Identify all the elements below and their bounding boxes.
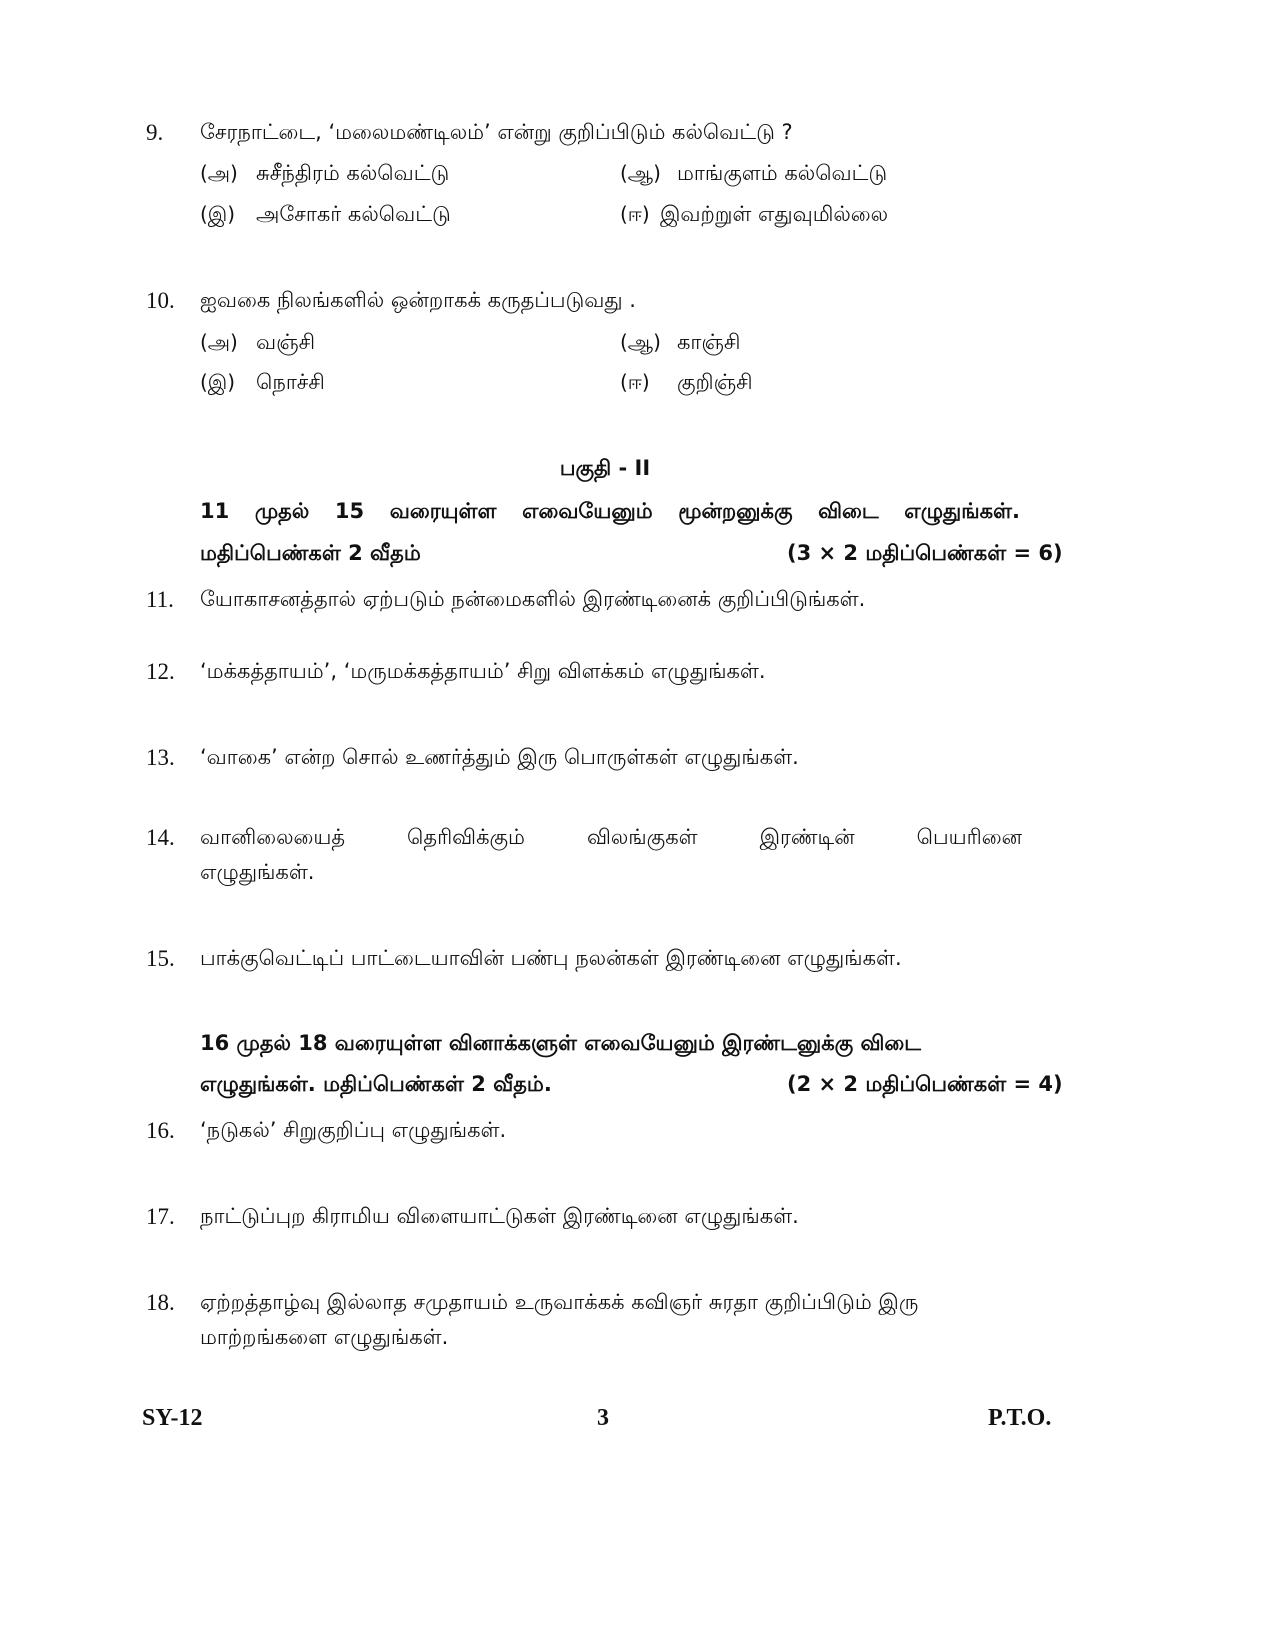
question-12-number: 12. [146,659,175,684]
question-9-text: சேரநாட்டை, ‘மலைமண்டிலம்’ என்று குறிப்பிடும் கல்வெட்டு ? [200,120,793,144]
instruction-1-word: எழுதுங்கள். [904,499,1020,523]
question-9-option-a-label: (அ) [200,161,238,185]
question-9-number: 9. [146,120,164,145]
question-13-number: 13. [146,745,175,770]
instruction-1-word: 11 [200,499,230,523]
question-15-number: 15. [146,946,175,971]
question-10-option-d: குறிஞ்சி [677,370,753,394]
instruction-2-line-1: 16 முதல் 18 வரையுள்ள வினாக்களுள் எவையேனும் இரண்டனுக்கு விடை [200,1031,921,1055]
question-12-text: ‘மக்கத்தாயம்’, ‘மருமக்கத்தாயம்’ சிறு விளக்கம் எழுதுங்கள். [200,659,766,683]
question-10-option-c: நொச்சி [256,370,325,394]
question-16-text: ‘நடுகல்’ சிறுகுறிப்பு எழுதுங்கள். [200,1118,507,1142]
question-9-option-c-label: (இ) [200,202,236,226]
question-9-option-d: இவற்றுள் எதுவுமில்லை [660,202,889,226]
question-10-text: ஐவகை நிலங்களில் ஒன்றாகக் கருதப்படுவது . [200,288,636,312]
question-14-word: பெயரினை [916,825,1022,849]
question-10-option-c-label: (இ) [200,370,236,394]
question-10-option-a: வஞ்சி [256,330,316,354]
footer-pto: P.T.O. [988,1405,1052,1431]
question-10-option-b: காஞ்சி [677,330,741,354]
instruction-1-word: முதல் [254,499,310,523]
question-11-number: 11. [146,587,174,612]
question-18-number: 18. [146,1290,175,1315]
question-9-option-b: மாங்குளம் கல்வெட்டு [677,161,888,185]
question-9-option-b-label: (ஆ) [620,161,661,185]
question-15-text: பாக்குவெட்டிப் பாட்டையாவின் பண்பு நலன்கள் இரண்டினை எழுதுங்கள். [200,946,902,970]
question-9-option-a: சுசீந்திரம் கல்வெட்டு [256,161,450,185]
question-13-text: ‘வாகை’ என்ற சொல் உணர்த்தும் இரு பொருள்கள் எழுதுங்கள். [200,745,799,769]
instruction-1-word: வரையுள்ள [389,499,497,523]
question-14-line-2: எழுதுங்கள். [200,860,315,884]
question-17-text: நாட்டுப்புற கிராமிய விளையாட்டுகள் இரண்டினை எழுதுங்கள். [200,1204,799,1228]
question-9-option-d-label: (ஈ) [620,202,650,226]
instruction-1-word: மூன்றனுக்கு [678,499,793,523]
instruction-1-word: விடை [818,499,879,523]
question-14-line-1 [200,825,1022,852]
question-17-number: 17. [146,1204,175,1229]
question-10-option-b-label: (ஆ) [620,330,661,354]
instruction-2-total-marks: (2 × 2 மதிப்பெண்கள் = 4) [787,1072,1063,1096]
question-14-word: வானிலையைத் [200,825,346,849]
footer-paper-code: SY-12 [142,1405,203,1431]
question-10-number: 10. [146,288,175,313]
question-11-text: யோகாசனத்தால் ஏற்படும் நன்மைகளில் இரண்டினைக் குறிப்பிடுங்கள். [200,587,866,611]
question-14-word: விலங்குகள் [586,825,698,849]
instruction-1-word: எவையேனும் [522,499,653,523]
instruction-2-marks-each: எழுதுங்கள். மதிப்பெண்கள் 2 வீதம். [200,1072,552,1096]
question-14-word: தெரிவிக்கும் [407,825,525,849]
footer-page-number: 3 [597,1405,609,1431]
instruction-1-total-marks: (3 × 2 மதிப்பெண்கள் = 6) [787,541,1063,565]
question-10-option-a-label: (அ) [200,330,238,354]
instruction-1-marks-each: மதிப்பெண்கள் 2 வீதம் [200,541,421,565]
question-14-word: இரண்டின் [759,825,855,849]
instruction-1-line-1 [200,499,1020,526]
question-16-number: 16. [146,1118,175,1143]
question-18-line-2: மாற்றங்களை எழுதுங்கள். [200,1325,449,1349]
question-9-option-c: அசோகர் கல்வெட்டு [256,202,451,226]
section-title: பகுதி - II [559,456,651,480]
question-18-line-1: ஏற்றத்தாழ்வு இல்லாத சமுதாயம் உருவாக்கக் கவிஞர் சுரதா குறிப்பிடும் இரு [200,1290,919,1314]
instruction-1-word: 15 [334,499,365,523]
question-10-option-d-label: (ஈ) [620,370,650,394]
question-14-number: 14. [146,825,175,850]
